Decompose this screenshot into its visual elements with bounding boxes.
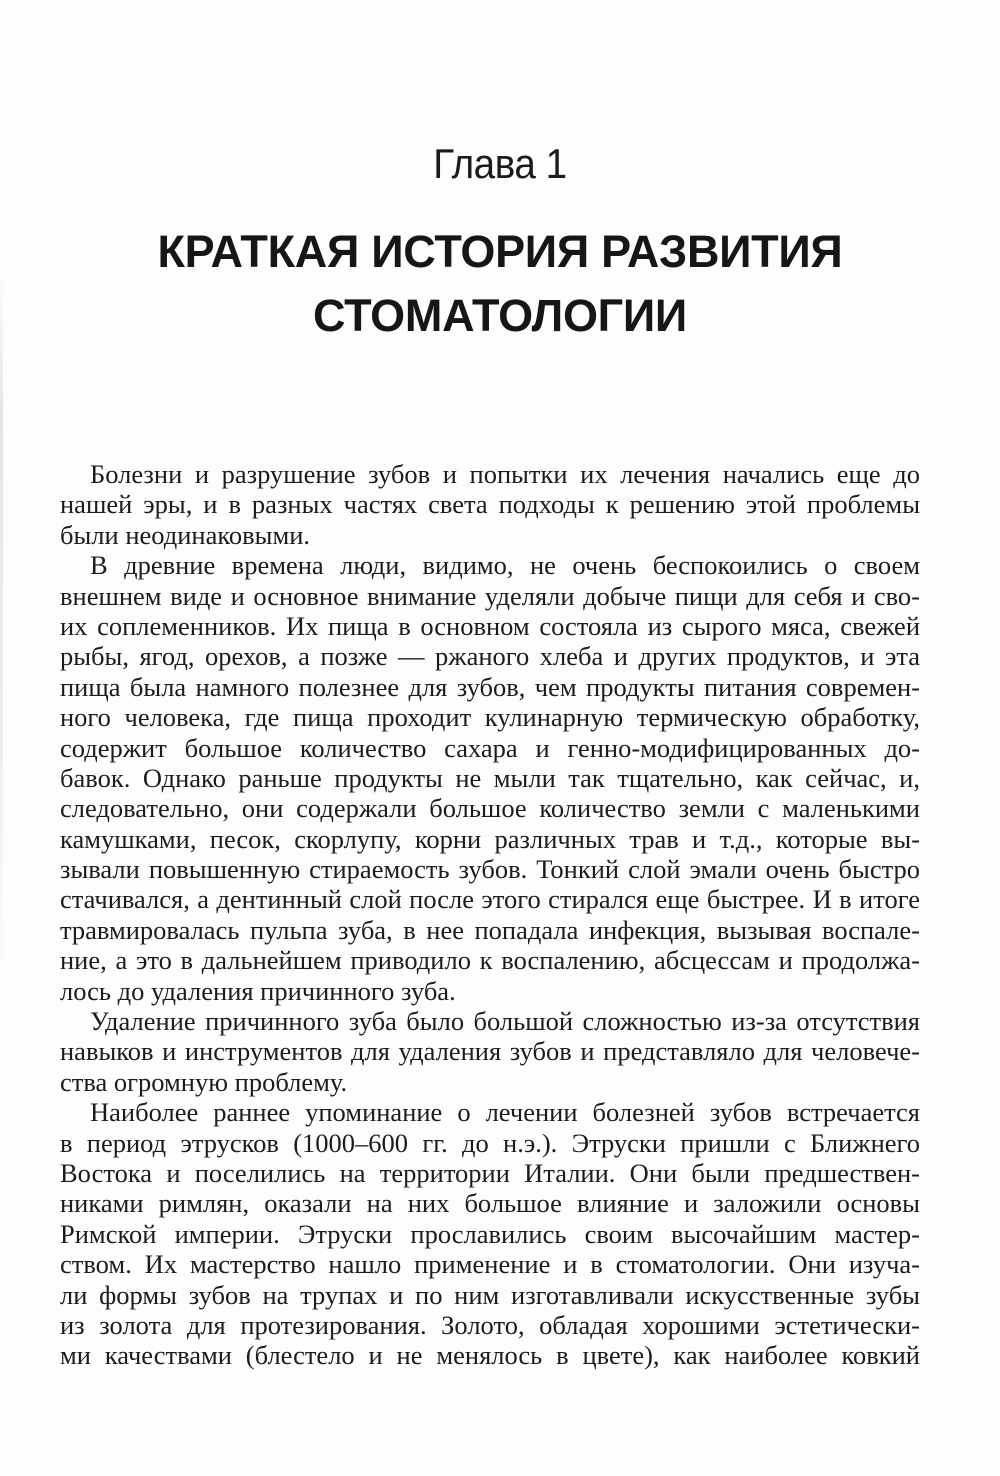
text-line: ли формы зубов на трупах и по ним изготавливали искусственные зубы bbox=[60, 1279, 920, 1310]
chapter-label: Глава 1 bbox=[433, 140, 567, 187]
text-line: нашей эры, и в разных частях света подходы к решению этой проблемы bbox=[60, 489, 920, 520]
text-line: рыбы, ягод, орехов, а позже — ржаного хлеба и других продуктов, и эта bbox=[60, 641, 920, 672]
text-line: стачивался, а дентинный слой после этого стирался еще быстрее. И в итоге bbox=[60, 884, 920, 915]
text-line: ние, а это в дальнейшем приводило к воспалению, абсцессам и продолжа- bbox=[60, 945, 920, 976]
text-line: ства огромную проблему. bbox=[60, 1066, 348, 1097]
text-line: Востока и поселились на территории Италии. Они были предшествен- bbox=[60, 1157, 920, 1188]
text-line: содержит большое количество сахара и генно-модифицированных до- bbox=[60, 732, 920, 763]
chapter-title-line: СТОМАТОЛОГИИ bbox=[313, 290, 687, 341]
paragraph bbox=[60, 1097, 920, 1371]
body-text bbox=[60, 459, 920, 1371]
paragraph bbox=[60, 1006, 920, 1097]
text-line: были неодинаковыми. bbox=[60, 519, 311, 550]
text-line: В древние времена люди, видимо, не очень беспокоились о своем bbox=[90, 550, 920, 581]
text-line: из золота для протезирования. Золото, обладая хорошими эстетически- bbox=[60, 1309, 920, 1340]
text-line: пища была намного полезнее для зубов, чем продукты питания современ- bbox=[60, 671, 920, 702]
text-line: ного человека, где пища проходит кулинарную термическую обработку, bbox=[60, 702, 920, 733]
chapter-title-line: КРАТКАЯ ИСТОРИЯ РАЗВИТИЯ bbox=[157, 226, 843, 277]
chapter-title bbox=[60, 220, 940, 348]
text-line: камушками, песок, скорлупу, корни различных трав и т.д., которые вы- bbox=[60, 823, 920, 854]
text-line: внешнем виде и основное внимание уделяли добыче пищи для себя и сво- bbox=[60, 580, 920, 611]
text-line: Удаление причинного зуба было большой сложностью из-за отсутствия bbox=[90, 1006, 920, 1037]
page-edge-shadow bbox=[0, 260, 3, 1020]
text-line: Наиболее раннее упоминание о лечении болезней зубов встречается bbox=[90, 1097, 920, 1128]
text-line: Римской империи. Этруски прославились своим высочайшим мастер- bbox=[60, 1218, 920, 1249]
text-line: Болезни и разрушение зубов и попытки их лечения начались еще до bbox=[90, 459, 920, 489]
text-line: лось до удаления причинного зуба. bbox=[60, 975, 456, 1006]
text-line: следовательно, они содержали большое количество земли с маленькими bbox=[60, 793, 920, 824]
text-line: зывали повышенную стираемость зубов. Тонкий слой эмали очень быстро bbox=[60, 854, 920, 885]
text-line: бавок. Однако раньше продукты не мыли так тщательно, как сейчас, и, bbox=[60, 762, 920, 793]
text-line: никами римлян, оказали на них большое влияние и заложили основы bbox=[60, 1188, 920, 1219]
paragraph bbox=[60, 459, 920, 550]
text-line: навыков и инструментов для удаления зубов и представляло для человече- bbox=[60, 1036, 920, 1067]
text-line: в период этрусков (1000–600 гг. до н.э.). Этруски пришли с Ближнего bbox=[60, 1127, 920, 1158]
text-line: травмировалась пульпа зуба, в нее попадала инфекция, вызывая воспале- bbox=[60, 914, 920, 945]
text-line: ми качествами (блестело и не менялось в цвете), как наиболее ковкий bbox=[60, 1340, 920, 1371]
paragraph bbox=[60, 550, 920, 1006]
text-line: их соплеменников. Их пища в основном состояла из сырого мяса, свежей bbox=[60, 610, 920, 641]
text-line: ством. Их мастерство нашло применение и в стоматологии. Они изуча- bbox=[60, 1249, 920, 1280]
